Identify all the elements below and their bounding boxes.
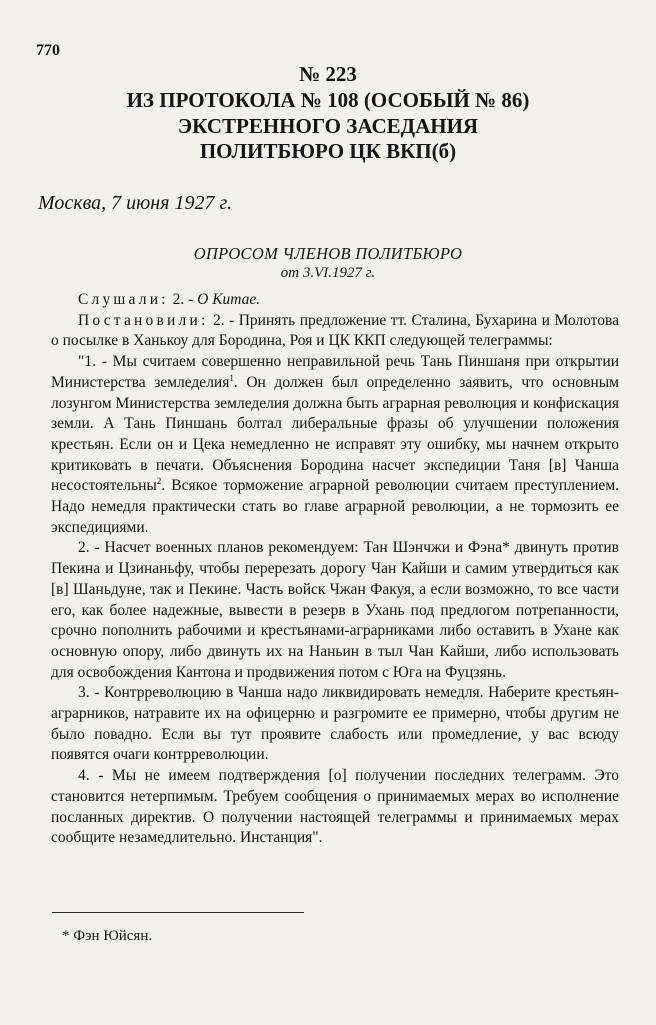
document-number: № 223 [299, 62, 357, 86]
heard-number: 2. - [172, 291, 194, 308]
resolved-line [51, 311, 619, 352]
paragraph-1-part-b: . Он должен был определенно заявить, что основным лозунгом Министерства земледелия должна быть аграрная революция и конфискация земли. А Тань Пиншань болтал либеральные фразы об улучшении положения крестьян. Если он и Цека немедленно не исправят эту ошибку, мы начнем открыто критиковать в печати. Объяснения Бородина насчет экспедиции Таня [в] Чанша несостоятельны [51, 373, 619, 495]
paragraph-1-part-a: "1. - Мы считаем совершенно неправильной речь Тань Пиншаня при открытии Министерства земледелия [51, 353, 619, 391]
document-body [51, 290, 619, 849]
paragraph-1-part-c: . Всякое торможение аграрной революции считаем преступлением. Надо немедля практически стать во главе аграрной революции, а не тормозить ее экспедициями. [51, 477, 619, 536]
paragraph-1 [51, 352, 619, 538]
place-date: Москва, 7 июня 1927 г. [38, 192, 233, 214]
heard-subject: О Китае. [197, 291, 261, 308]
poll-date: от 3.VI.1927 г. [280, 265, 376, 281]
poll-heading: ОПРОСОМ ЧЛЕНОВ ПОЛИТБЮРО [193, 244, 463, 263]
footnote-ref-1: 1 [229, 372, 234, 383]
title-line-2: ЭКСТРЕННОГО ЗАСЕДАНИЯ [177, 113, 479, 138]
paragraph-3: 3. - Контрреволюцию в Чанша надо ликвидировать немедля. Наберите крестьян-аграрников, натравите их на офицерню и разгромите ее примерно, чтобы другим не было повадно. Если вы тут проявите слабость или промедление, у вас всюду появятся очаги контрреволюции. [51, 684, 619, 764]
paragraph-2: 2. - Насчет военных планов рекомендуем: Тан Шэнчжи и Фэна* двинуть против Пекина и Цзинаньфу, чтобы перерезать дорогу Чан Кайши и самим утвердиться как [в] Шаньдуне, так и Пекине. Часть войск Чжан Факуя, а если возможно, то все части его, как более надежные, вывести в резерв в Ухань под предлогом потрепанности, срочно пополнить рабочими и крестьянами-аграрниками либо оставить в Ухане как основную опору, либо двинуть их на Наньин в тыл Чан Кайши, либо использовать для освобождения Кантона и продвижения потом с Юга на Фуцзянь. [51, 539, 619, 681]
footnote-divider [52, 912, 304, 913]
paragraph-4: 4. - Мы не имеем подтверждения [о] получении последних телеграмм. Это становится нетерпимым. Требуем сообщения о принимаемых мерах во исполнение посланных директив. О получении настоящей телеграммы и принимаемых мерах сообщите незамедлительно. Инстанция". [51, 767, 619, 847]
title-line-3: ПОЛИТБЮРО ЦК ВКП(б) [199, 139, 457, 163]
footnote-ref-2: 2 [156, 476, 162, 487]
heard-label: Слушали: [78, 291, 169, 308]
heard-line [51, 290, 619, 311]
footnote: * Фэн Юйсян. [62, 928, 153, 944]
page-number: 770 [36, 42, 60, 59]
resolved-text: 2. - Принять предложение тт. Сталина, Бухарина и Молотова о посылке в Ханькоу для Бородина, Роя и ЦК ККП следующей телеграммы: [51, 311, 619, 350]
document-title [40, 88, 616, 165]
resolved-label: Постановили: [78, 311, 209, 329]
title-line-1: ИЗ ПРОТОКОЛА № 108 (ОСОБЫЙ № 86) [126, 88, 530, 112]
